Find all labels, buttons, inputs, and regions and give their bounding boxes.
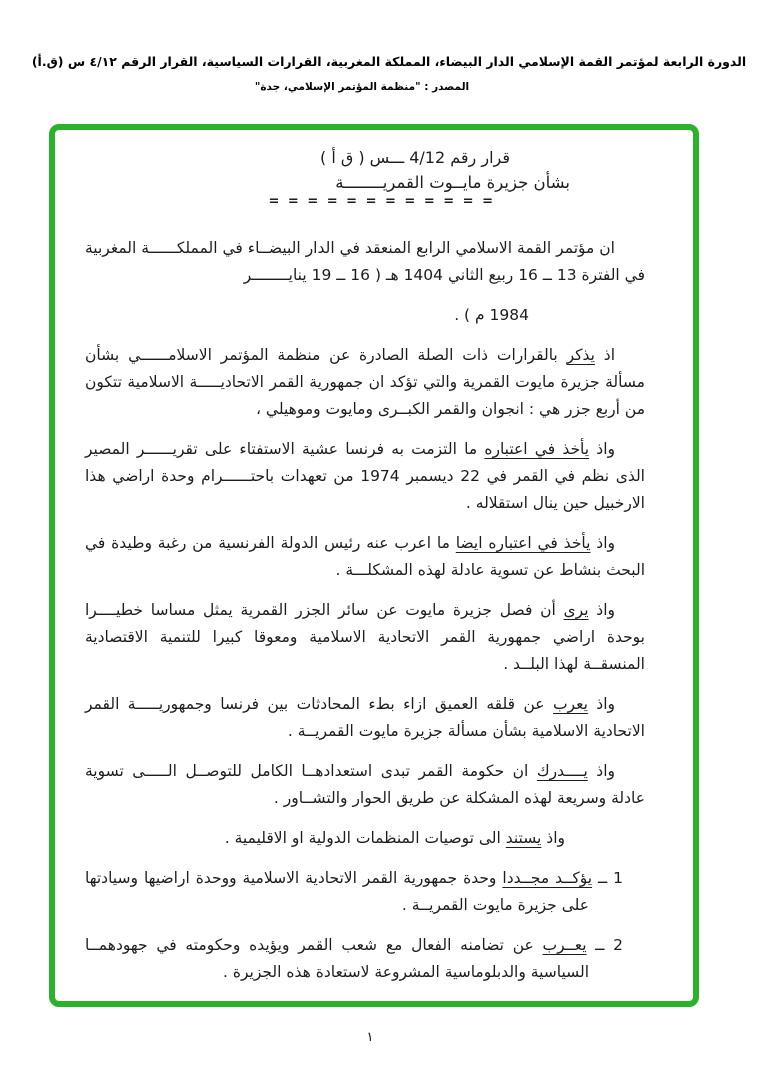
title-separator: = = = = = = = = = = = = [268,194,495,209]
paragraph-preamble-3 [85,436,645,517]
paragraph-lead: واذ [590,534,616,552]
item-number: 2 [613,936,623,954]
paragraph-text: بالقرارات ذات الصلة الصادرة عن منظمة المؤتمر الاسلامــــــي بشأن مسألة جزيرة مايوت القمرية والتي تؤكد ان جمهورية القمر الاتحاديـــــة الاسلامية تتكون من أربع جزر هي : انجوان والقمر الكبــرى ومايوت وموهيلي ، [85,346,645,418]
resolution-number-title: قرار رقم 4/12 ـــس ( ق أ ) [319,148,510,167]
paragraph-text: ما اعرب عنه رئيس الدولة الفرنسية من رغبة وطيدة في البحث بنشاط عن تسوية عادلة لهذه المشكلـــة . [85,534,645,579]
list-item-2 [85,932,645,986]
paragraph-text: عن قلقه العميق ازاء بطء المحادثات بين فرنسا وجمهوريـــــة القمر الاتحادية الاسلامية بشأن مسألة جزيرة مايوت القمريــة . [85,695,645,740]
document-frame [49,124,699,1007]
resolution-title-block [85,148,645,209]
underlined-phrase: يرى [563,601,589,619]
underlined-phrase: يستند [505,829,542,847]
header-citation-line: الدورة الرابعة لمؤتمر القمة الإسلامي الدار البيضاء، المملكة المغربية، القرارات السياسية، القرار الرقم ٤/١٢ س (ق.أ) [31,54,747,69]
paragraph-preamble-5 [85,597,645,678]
resolution-subject-title: بشأن جزيرة مايــوت القمريــــــــة [335,173,570,192]
paragraph-preamble-8 [85,825,645,852]
underlined-phrase: يأخذ في اعتباره ايضا [455,534,591,552]
paragraph-preamble-2 [85,342,645,423]
underlined-phrase: يذكر [566,346,595,364]
item-dash: ــ [586,936,614,954]
paragraph-text: ما التزمت به فرنسا عشية الاستفتاء على تقريــــــر المصير الذى نظم في القمر في 22 ديسمبر 1974 من تعهدات باحتــــــرام وحدة اراضي هذا الارخبيل حين ينال استقلاله . [85,440,645,512]
paragraph-lead: اذ [594,346,615,364]
paragraph-preamble-7 [85,758,645,812]
paragraph-preamble-6 [85,691,645,745]
resolution-body [85,235,645,986]
paragraph-text: ان مؤتمر القمة الاسلامي الرابع المنعقد في الدار البيضــاء في المملكــــــة المغربية في الفترة 13 ــ 16 ربيع الثاني 1404 هـ ( 16 ــ 19 ينايــــــــر [85,239,645,284]
paragraph-lead: واذ [587,695,616,713]
underlined-phrase: يؤكــد مجــددا [502,869,593,887]
list-item-1 [85,865,645,919]
paragraph-lead: واذ [589,440,615,458]
underlined-phrase: يعرب [552,695,588,713]
underlined-phrase: يأخذ في اعتباره [484,440,590,458]
item-dash: ــ [592,869,614,887]
paragraph-text: الى توصيات المنظمات الدولية او الاقليمية . [224,829,506,847]
item-number: 1 [613,869,624,887]
paragraph-preamble-4 [85,530,645,584]
paragraph-lead: واذ [587,762,616,780]
paragraph-text: ان حكومة القمر تبدى استعدادهــا الكامل للتوصــل الـــــى تسوية عادلة وسريعة لهذه المشكلة عن طريق الحوار والتشــاور . [85,762,645,807]
paragraph-lead: واذ [588,601,615,619]
underlined-phrase: يــــدرك [536,762,588,780]
paragraph-text: أن فصل جزيرة مايوت عن سائر الجزر القمرية يمثل مساسا خطيــــرا بوحدة اراضي جمهورية القمر الاتحادية الاسلامية ومعوقا كبيرا للتنمية الاقتصادية المنسقــة لهذا البلــد . [85,601,645,673]
paragraph-lead: واذ [541,829,565,847]
document-header [0,54,778,93]
paragraph-preamble-1-continuation: 1984 م ) . [454,306,529,324]
header-source-line: المصدر : "منظمة المؤتمر الإسلامي، جدة" [254,81,470,93]
underlined-phrase: يعــرب [542,936,587,954]
page-number: ١ [366,1030,374,1045]
paragraph-preamble-1 [85,235,645,289]
item-text: وحدة جمهورية القمر الاتحادية الاسلامية ووحدة اراضيها وسيادتها على جزيرة مايوت القمريــة . [85,869,589,914]
item-text: عن تضامنه الفعال مع شعب القمر ويؤيده وحكومته في جهودهمــا السياسية والدبلوماسية المشروعة لاستعادة هذه الجزيرة . [85,936,589,981]
